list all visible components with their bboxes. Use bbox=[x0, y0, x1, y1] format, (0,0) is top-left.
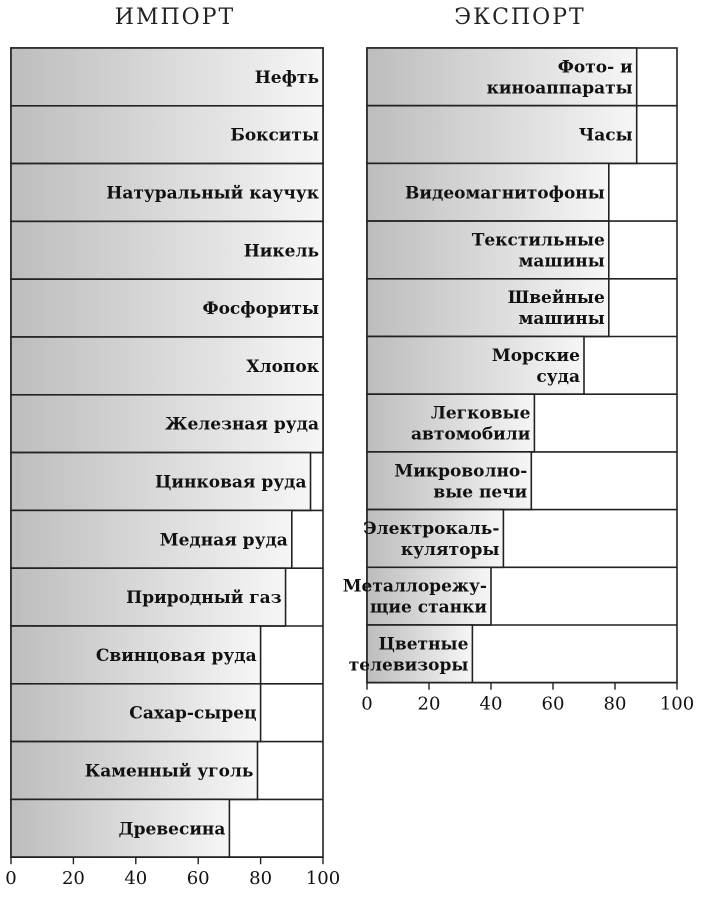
import-category-label: Железная руда bbox=[165, 414, 319, 435]
export-x-tick-label: 60 bbox=[541, 693, 565, 715]
export-x-tick-label: 0 bbox=[361, 693, 373, 715]
import-x-tick-label: 0 bbox=[5, 868, 17, 890]
import-x-tick-label: 20 bbox=[61, 868, 85, 890]
export-category-label: суда bbox=[536, 366, 580, 387]
export-category-label: Швейные bbox=[507, 288, 605, 309]
import-category-label: Фосфориты bbox=[202, 299, 319, 320]
import-category-label: Свинцовая руда bbox=[95, 645, 257, 666]
import-x-tick-label: 80 bbox=[249, 868, 273, 890]
import-category-label: Древесина bbox=[118, 819, 226, 840]
import-category-label: Цинковая руда bbox=[155, 472, 307, 493]
export-category-label: Цветные bbox=[378, 634, 469, 655]
export-x-tick-label: 20 bbox=[417, 693, 441, 715]
import-category-label: Натуральный каучук bbox=[106, 183, 319, 204]
import-x-tick-label: 100 bbox=[305, 868, 341, 890]
export-category-label: Электрокаль- bbox=[363, 518, 500, 539]
export-x-tick-label: 80 bbox=[603, 693, 627, 715]
import-x-tick-label: 40 bbox=[124, 868, 148, 890]
export-category-label: Микроволно- bbox=[394, 461, 528, 482]
export-category-label: Видеомагнитофоны bbox=[405, 183, 605, 204]
export-category-label: вые печи bbox=[433, 482, 528, 503]
export-category-label: Легковые bbox=[430, 403, 531, 424]
import-category-label: Нефть bbox=[254, 67, 319, 88]
export-chart-title: ЭКСПОРТ bbox=[454, 5, 586, 30]
import-category-label: Бокситы bbox=[230, 125, 319, 146]
import-category-label: Медная руда bbox=[159, 530, 288, 551]
import-category-label: Природный газ bbox=[126, 588, 282, 609]
import-x-tick-label: 60 bbox=[186, 868, 210, 890]
export-chart bbox=[343, 48, 694, 715]
export-category-label: машины bbox=[518, 251, 605, 272]
export-category-label: Фото- и bbox=[557, 57, 633, 78]
import-category-label: Каменный уголь bbox=[84, 761, 254, 782]
export-category-label: куляторы bbox=[400, 539, 500, 560]
export-category-label: телевизоры bbox=[348, 655, 469, 676]
import-category-label: Никель bbox=[243, 241, 319, 262]
import-category-label: Сахар-сырец bbox=[129, 703, 257, 724]
export-category-label: Металлорежу- bbox=[342, 576, 487, 597]
export-category-label: машины bbox=[518, 309, 605, 330]
export-category-label: киноаппараты bbox=[486, 78, 633, 99]
import-category-label: Хлопок bbox=[246, 356, 319, 377]
export-category-label: щие станки bbox=[370, 597, 487, 618]
import-chart-title: ИМПОРТ bbox=[114, 5, 236, 30]
export-x-tick-label: 100 bbox=[659, 693, 695, 715]
export-category-label: Текстильные bbox=[471, 230, 605, 251]
export-category-label: автомобили bbox=[411, 424, 531, 445]
export-category-label: Часы bbox=[578, 125, 633, 146]
export-x-tick-label: 40 bbox=[479, 693, 503, 715]
import-chart bbox=[5, 48, 340, 889]
export-category-label: Морские bbox=[491, 345, 580, 366]
